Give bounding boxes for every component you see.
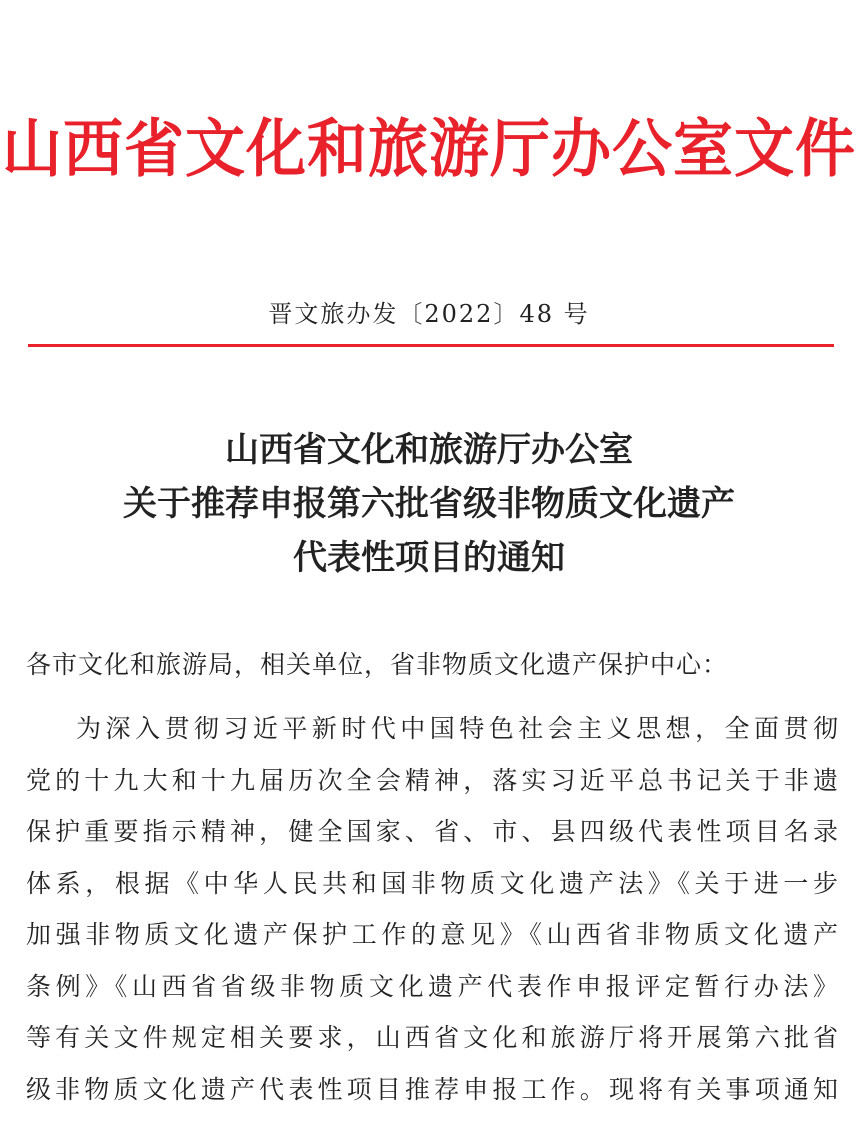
notice-body	[26, 703, 838, 1115]
notice-title	[0, 423, 858, 585]
body-line: 保护重要指示精神，健全国家、省、市、县四级代表性项目名录	[26, 817, 838, 846]
body-line: 党的十九大和十九届历次全会精神，落实习近平总书记关于非遗	[26, 765, 838, 795]
body-line: 级非物质文化遗产代表性项目推荐申报工作。现将有关事项通知	[26, 1074, 838, 1104]
body-line: 条例》《山西省省级非物质文化遗产代表作申报评定暂行办法》	[26, 971, 838, 1001]
body-line: 为深入贯彻习近平新时代中国特色社会主义思想，全面贯彻	[76, 714, 838, 743]
notice-title-line-2: 关于推荐申报第六批省级非物质文化遗产	[123, 484, 735, 524]
notice-title-line-1: 山西省文化和旅游厅办公室	[225, 430, 633, 470]
notice-title-line-3: 代表性项目的通知	[293, 538, 565, 578]
document-masthead: 山西省文化和旅游厅办公室文件	[2, 112, 856, 187]
body-line: 体系，根据《中华人民共和国非物质文化遗产法》《关于进一步	[26, 868, 838, 898]
salutation: 各市文化和旅游局，相关单位，省非物质文化遗产保护中心：	[26, 650, 729, 679]
document-number: 晋文旅办发〔2022〕48 号	[268, 300, 590, 328]
red-divider-line	[28, 344, 834, 347]
body-line: 加强非物质文化遗产保护工作的意见》《山西省非物质文化遗产	[26, 920, 838, 949]
body-line: 等有关文件规定相关要求，山西省文化和旅游厅将开展第六批省	[26, 1023, 838, 1052]
